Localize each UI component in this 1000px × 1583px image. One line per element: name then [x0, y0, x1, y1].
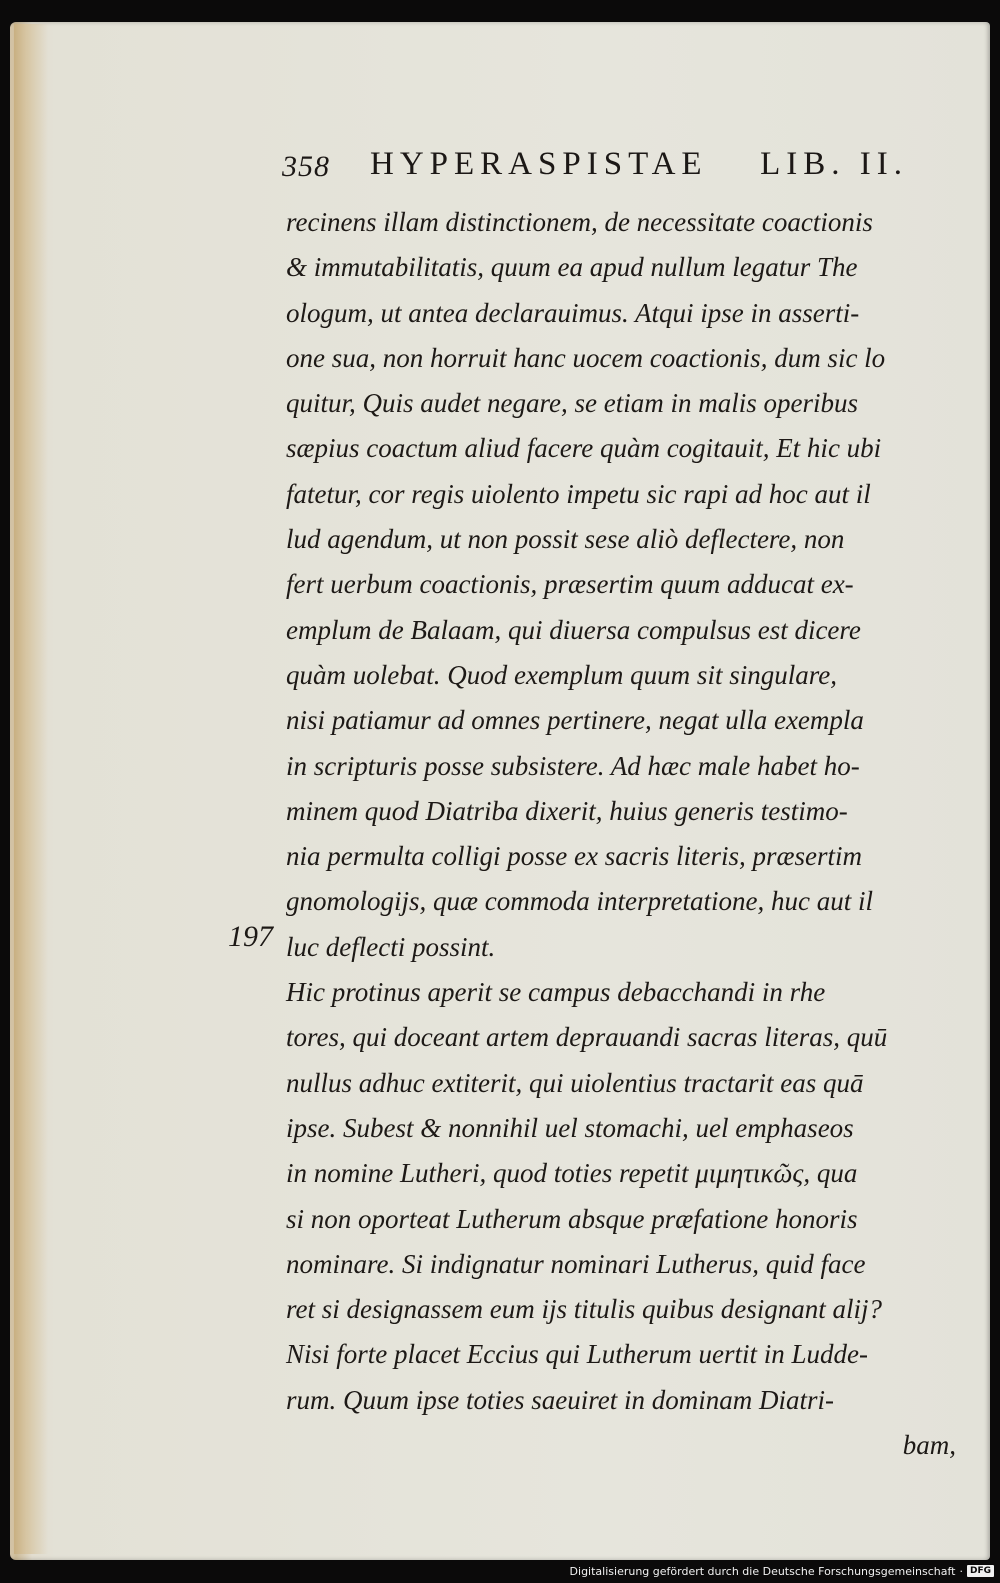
text-line: quàm uolebat. Quod exemplum quum sit singulare, — [286, 659, 837, 690]
margin-section-number: 197 — [228, 920, 273, 953]
funding-note: Digitalisierung gefördert durch die Deutsche Forschungsgemeinschaft — [569, 1564, 956, 1578]
text-line: ologum, ut antea declarauimus. Atqui ipse in asserti- — [286, 297, 860, 328]
text-line: nominare. Si indignatur nominari Lutherus, quid face — [286, 1248, 866, 1279]
text-line: Nisi forte placet Eccius qui Lutherum uertit in Ludde- — [286, 1339, 868, 1370]
text-line: nullus adhuc extiterit, qui uiolentius tractarit eas quā — [286, 1067, 864, 1098]
book-label: LIB. II. — [760, 146, 908, 182]
dfg-logo[interactable]: DFG — [967, 1565, 994, 1577]
text-line: nisi patiamur ad omnes pertinere, negat ulla exempla — [286, 705, 864, 736]
page-header — [282, 146, 908, 190]
body-text — [286, 200, 956, 1468]
text-line: tores, qui doceant artem deprauandi sacras literas, quū — [286, 1022, 888, 1053]
text-line: nia permulta colligi posse ex sacris literis, præsertim — [286, 841, 862, 872]
text-line: minem quod Diatriba dixerit, huius generis testimo- — [286, 795, 848, 826]
page-number: 358 — [282, 150, 330, 183]
text-line: one sua, non horruit hanc uocem coactionis, dum sic lo — [286, 342, 886, 373]
text-line: gnomologijs, quæ commoda interpretatione, huc aut il — [286, 886, 873, 917]
running-title: HYPERASPISTAE — [370, 146, 708, 182]
text-line: & immutabilitatis, quum ea apud nullum legatur The — [286, 252, 858, 283]
text-line: in scripturis posse subsistere. Ad hæc male habet ho- — [286, 750, 860, 781]
catchword: bam, — [902, 1430, 956, 1461]
text-line: fert uerbum coactionis, præsertim quum adducat ex- — [286, 569, 854, 600]
text-line: fatetur, cor regis uiolento impetu sic rapi ad hoc aut il — [286, 478, 871, 509]
text-line: in nomine Lutheri, quod toties repetit μιμητικῶς, qua — [286, 1158, 858, 1189]
text-line: quitur, Quis audet negare, se etiam in malis operibus — [286, 388, 858, 419]
text-line: recinens illam distinctionem, de necessitate coactionis — [286, 207, 873, 237]
text-line: emplum de Balaam, qui diuersa compulsus est dicere — [286, 614, 861, 645]
text-line: Hic protinus aperit se campus debacchandi in rhe — [286, 977, 826, 1008]
text-line: ipse. Subest & nonnihil uel stomachi, uel emphaseos — [286, 1112, 854, 1143]
text-line: lud agendum, ut non possit sese aliò deflectere, non — [286, 524, 845, 555]
text-line: si non oporteat Lutherum absque præfatione honoris — [286, 1203, 858, 1234]
text-line: ret si designassem eum ijs titulis quibus designant alij? — [286, 1294, 883, 1325]
text-line: luc deflecti possint. — [286, 931, 496, 962]
text-line: sæpius coactum aliud facere quàm cogitauit, Et hic ubi — [286, 433, 882, 464]
text-line: rum. Quum ipse toties saeuiret in dominam Diatri- — [286, 1384, 834, 1415]
page-gutter-edge — [14, 24, 48, 1554]
digitization-footer: Digitalisierung gefördert durch die Deutsche Forschungsgemeinschaft · DFG — [570, 1563, 994, 1579]
